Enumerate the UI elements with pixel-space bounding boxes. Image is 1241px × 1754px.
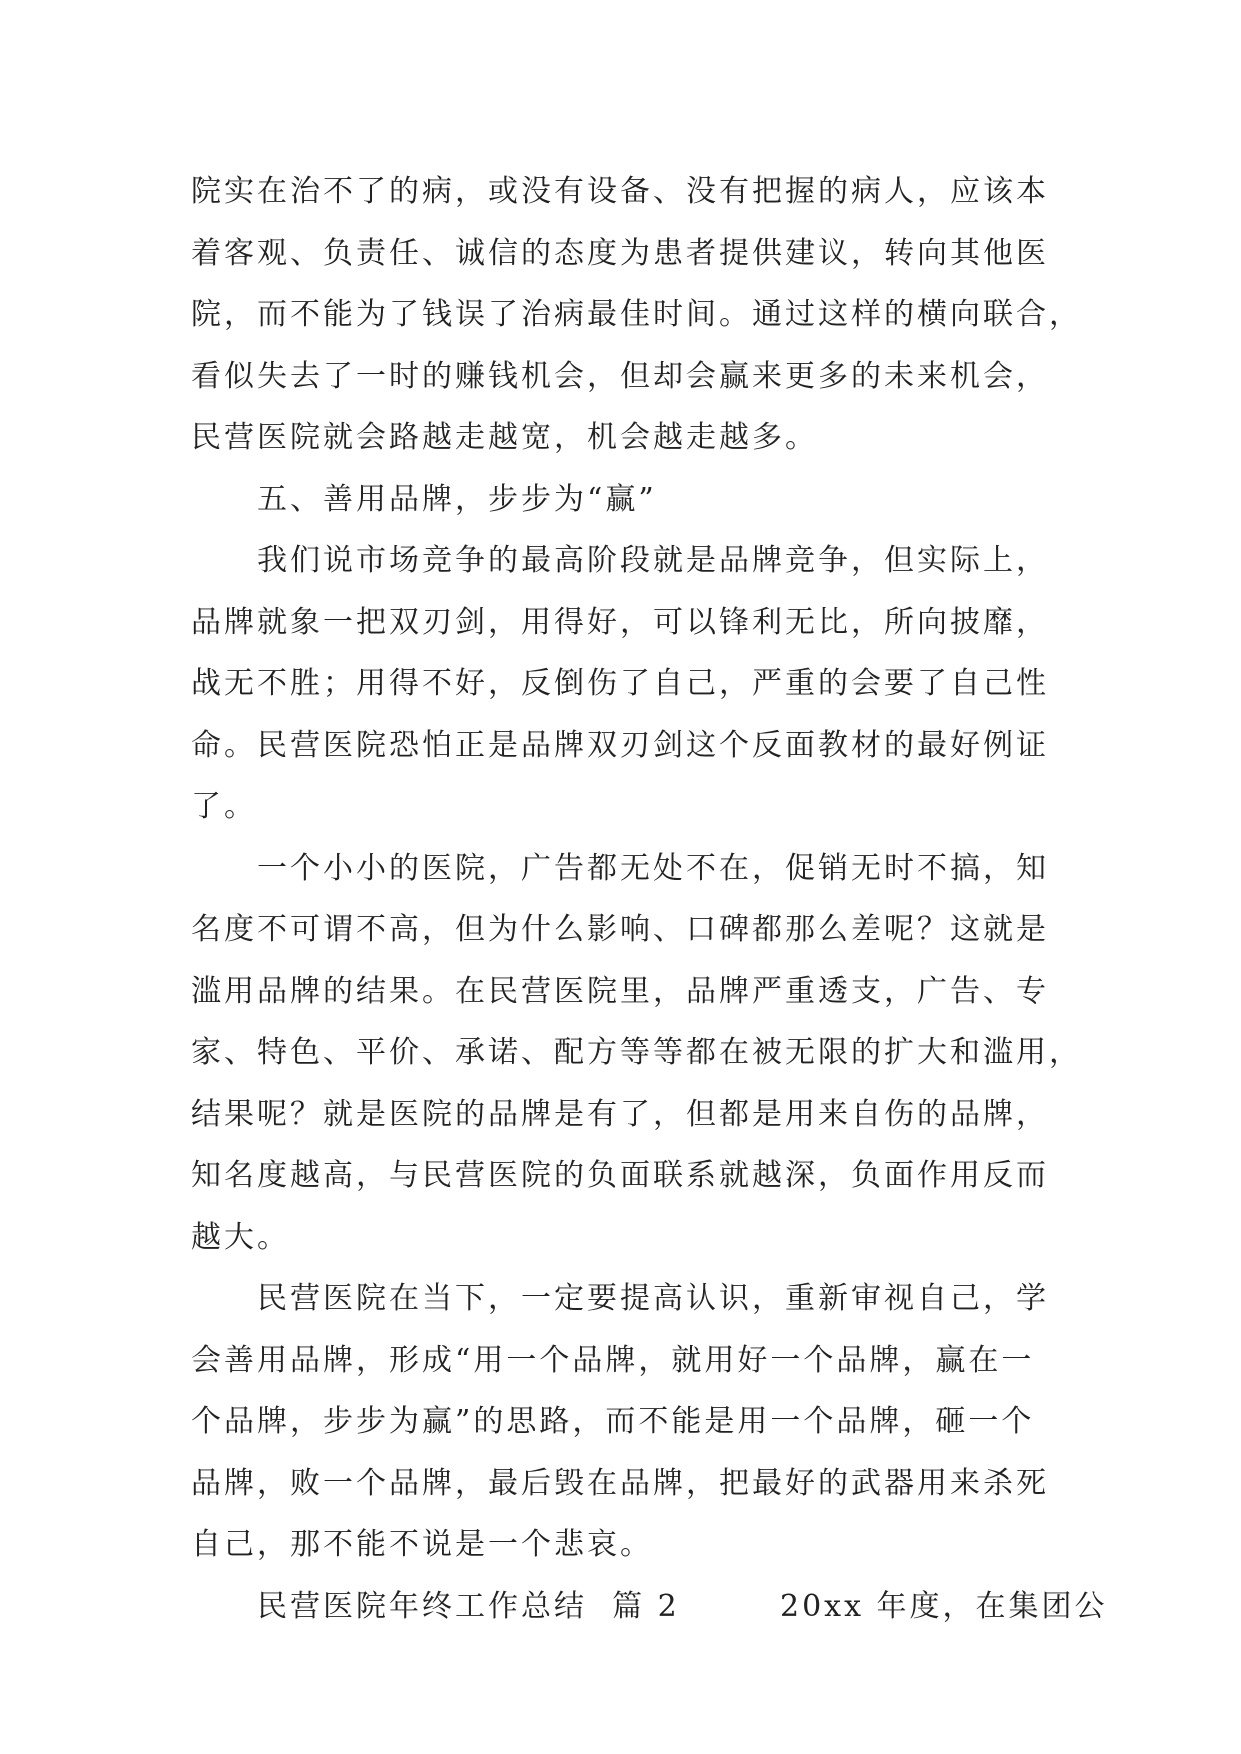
text-line: 院实在治不了的病，或没有设备、没有把握的病人，应该本 [191,174,1049,209]
text-line: 一个小小的医院，广告都无处不在，促销无时不搞，知 [257,850,1049,886]
text-line: 会善用品牌，形成“用一个品牌，就用好一个品牌，赢在一 [191,1342,1035,1378]
section-heading: 五、善用品牌，步步为“赢” [257,481,657,517]
text-line: 越大。 [191,1219,290,1255]
text-line: 着客观、负责任、诚信的态度为患者提供建议，转向其他医 [191,235,1049,271]
text-line: 命。民营医院恐怕正是品牌双刃剑这个反面教材的最好例证 [191,727,1049,763]
text-line: 自己，那不能不说是一个悲哀。 [191,1527,653,1562]
text-line: 知名度越高，与民营医院的负面联系就越深，负面作用反而 [191,1158,1049,1193]
text-line: 战无不胜；用得不好，反倒伤了自己，严重的会要了自己性 [191,666,1049,701]
text-line: 我们说市场竞争的最高阶段就是品牌竞争，但实际上， [257,543,1049,578]
text-line: 看似失去了一时的赚钱机会，但却会赢来更多的未来机会， [191,358,1049,394]
text-line: 结果呢？就是医院的品牌是有了，但都是用来自伤的品牌， [191,1096,1049,1132]
text-line: 民营医院在当下，一定要提高认识，重新审视自己，学 [257,1281,1049,1316]
text-line: 品牌就象一把双刃剑，用得好，可以锋利无比，所向披靡， [191,604,1049,640]
next-section-heading: 民营医院年终工作总结 篇 2 20xx 年度，在集团公 [257,1588,1108,1624]
text-line: 了。 [191,789,257,824]
text-line: 个品牌，步步为赢”的思路，而不能是用一个品牌，砸一个 [191,1404,1035,1439]
text-line: 院，而不能为了钱误了治病最佳时间。通过这样的横向联合， [191,297,1082,332]
text-line: 品牌，败一个品牌，最后毁在品牌，把最好的武器用来杀死 [191,1465,1049,1501]
text-line: 名度不可谓不高，但为什么影响、口碑都那么差呢？这就是 [191,912,1049,947]
text-line: 民营医院就会路越走越宽，机会越走越多。 [191,420,818,455]
body-text [191,161,1108,1637]
text-line: 滥用品牌的结果。在民营医院里，品牌严重透支，广告、专 [191,973,1049,1009]
text-line: 家、特色、平价、承诺、配方等等都在被无限的扩大和滥用， [191,1035,1082,1070]
